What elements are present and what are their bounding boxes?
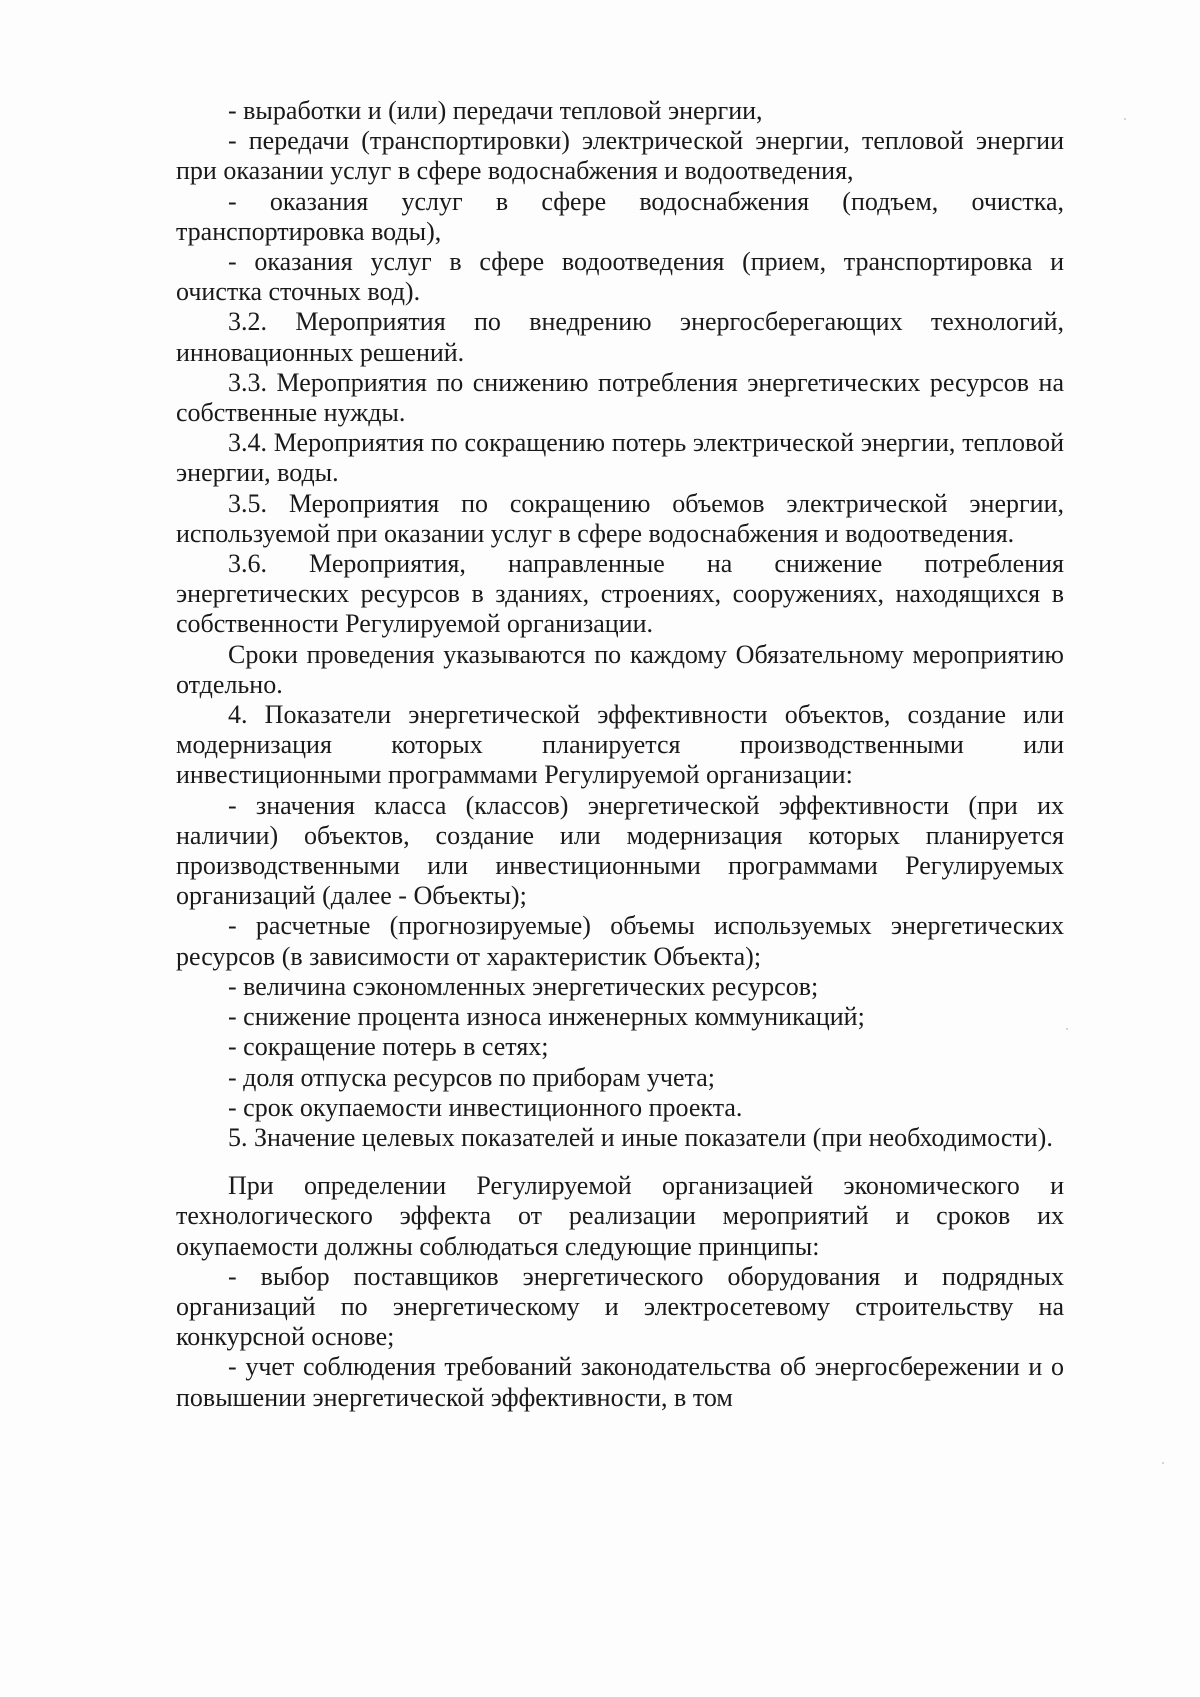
paragraph-bullet-legislation: - учет соблюдения требований законодательства об энергосбережении и о повышении энергетической эффективности, в том	[176, 1352, 1064, 1412]
paragraph-deadlines: Сроки проведения указываются по каждому Обязательному мероприятию отдельно.	[176, 639, 1064, 699]
paragraph-bullet-transmission: - передачи (транспортировки) электрической энергии, тепловой энергии при оказании услуг в сфере водоснабжения и водоотведения,	[176, 126, 1064, 186]
paragraph-bullet-wastewater: - оказания услуг в сфере водоотведения (прием, транспортировка и очистка сточных вод).	[176, 247, 1064, 307]
document-text	[176, 96, 1064, 1413]
paragraph-bullet-efficiency-class: - значения класса (классов) энергетической эффективности (при их наличии) объектов, создание или модернизация которых планируется производственными или инвестиционными программами Регулируемых организаций (далее - Объекты);	[176, 790, 1064, 911]
paragraph-bullet-estimated-volumes: - расчетные (прогнозируемые) объемы используемых энергетических ресурсов (в зависимости от характеристик Объекта);	[176, 911, 1064, 971]
paragraph-3-2: 3.2. Мероприятия по внедрению энергосберегающих технологий, инновационных решений.	[176, 307, 1064, 367]
paragraph-3-4: 3.4. Мероприятия по сокращению потерь электрической энергии, тепловой энергии, воды.	[176, 428, 1064, 488]
paragraph-bullet-heat: - выработки и (или) передачи тепловой энергии,	[228, 96, 763, 125]
paragraph-bullet-saved-resources: - величина сэкономленных энергетических ресурсов;	[228, 971, 819, 1001]
paragraph-bullet-wear-reduction: - снижение процента износа инженерных коммуникаций;	[228, 1002, 865, 1032]
scan-speck	[1162, 1462, 1164, 1464]
paragraph-bullet-supplier-selection: - выбор поставщиков энергетического оборудования и подрядных организаций по энергетическому и электросетевому строительству на конкурсной основе;	[176, 1261, 1064, 1352]
scan-speck	[1066, 1028, 1068, 1030]
paragraph-4: 4. Показатели энергетической эффективности объектов, создание или модернизация которых планируется производственными или инвестиционными программами Регулируемой организации:	[176, 700, 1064, 790]
paragraph-3-5: 3.5. Мероприятия по сокращению объемов электрической энергии, используемой при оказании услуг в сфере водоснабжения и водоотведения.	[176, 488, 1064, 548]
paragraph-3-6: 3.6. Мероприятия, направленные на снижение потребления энергетических ресурсов в зданиях, строениях, сооружениях, находящихся в собственности Регулируемой организации.	[176, 549, 1064, 639]
paragraph-bullet-payback: - срок окупаемости инвестиционного проекта.	[228, 1092, 743, 1122]
paragraph-bullet-network-losses: - сокращение потерь в сетях;	[228, 1032, 549, 1062]
paragraph-bullet-metering-share: - доля отпуска ресурсов по приборам учета;	[228, 1062, 715, 1092]
paragraph-principles-intro: При определении Регулируемой организацией экономического и технологического эффекта от реализации мероприятий и сроков их окупаемости должны соблюдаться следующие принципы:	[176, 1171, 1064, 1261]
paragraph-bullet-water-supply: - оказания услуг в сфере водоснабжения (подъем, очистка, транспортировка воды),	[176, 186, 1064, 246]
scan-speck	[1124, 118, 1126, 120]
paragraph-3-3: 3.3. Мероприятия по снижению потребления энергетических ресурсов на собственные нужды.	[176, 367, 1064, 428]
paragraph-5: 5. Значение целевых показателей и иные показатели (при необходимости).	[228, 1122, 1053, 1152]
